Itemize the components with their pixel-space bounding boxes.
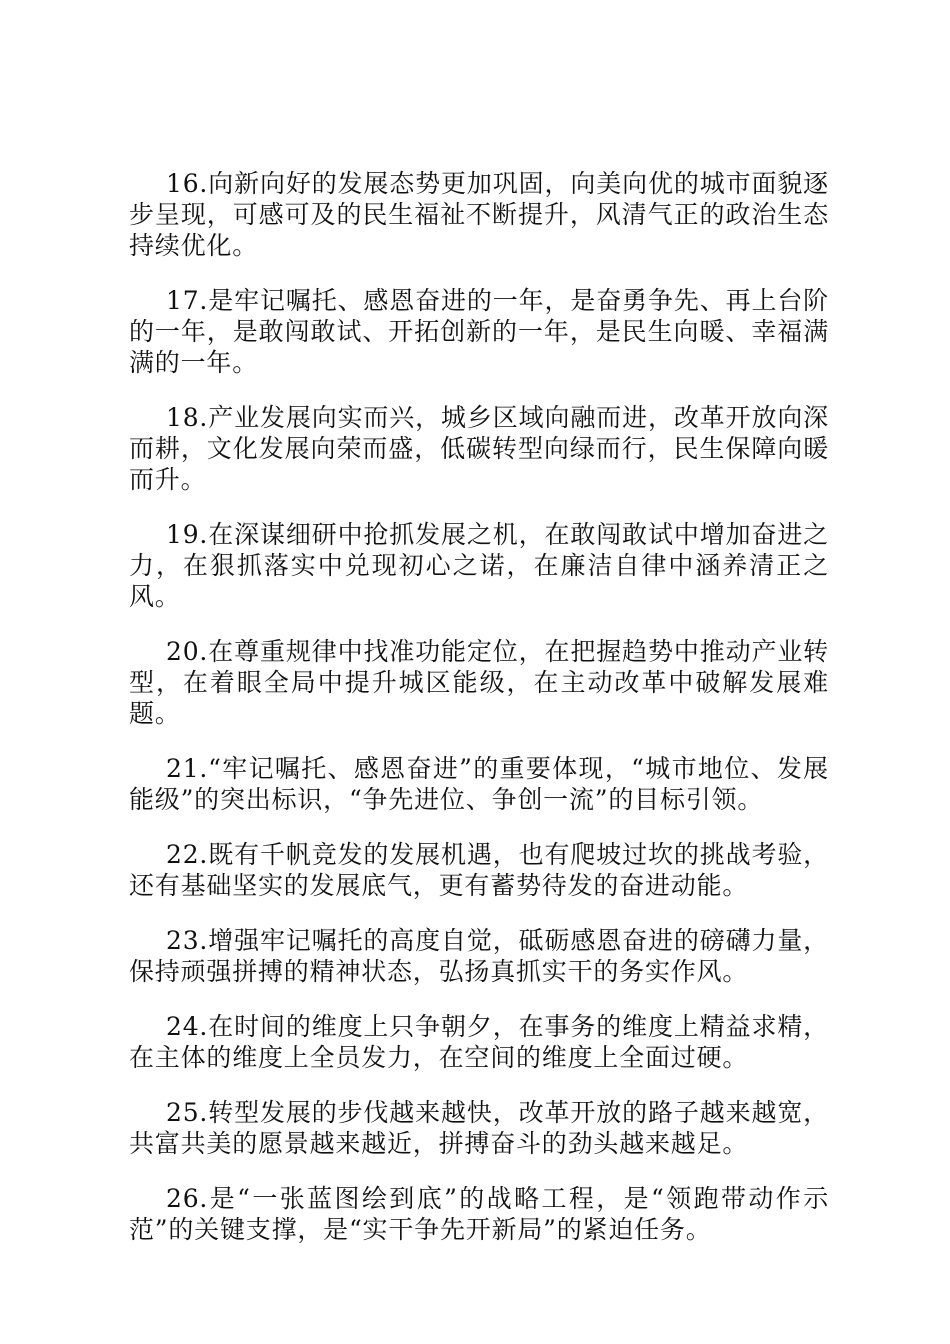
paragraph-17: 17.是牢记嘱托、感恩奋进的一年，是奋勇争先、再上台阶的一年，是敢闯敢试、开拓创新的一年，是民生向暖、幸福满满的一年。 — [129, 286, 829, 377]
paragraph-24: 24.在时间的维度上只争朝夕，在事务的维度上精益求精，在主体的维度上全员发力，在空间的维度上全面过硬。 — [129, 1012, 829, 1072]
paragraph-22: 22.既有千帆竞发的发展机遇，也有爬坡过坎的挑战考验，还有基础坚实的发展底气，更有蓄势待发的奋进动能。 — [129, 840, 829, 900]
paragraph-26: 26.是“一张蓝图绘到底”的战略工程，是“领跑带动作示范”的关键支撑，是“实干争先开新局”的紧迫任务。 — [129, 1184, 829, 1244]
paragraph-18: 18.产业发展向实而兴，城乡区域向融而进，改革开放向深而耕，文化发展向荣而盛，低碳转型向绿而行，民生保障向暖而升。 — [129, 403, 829, 494]
paragraph-25: 25.转型发展的步伐越来越快，改革开放的路子越来越宽，共富共美的愿景越来越近，拼搏奋斗的劲头越来越足。 — [129, 1098, 829, 1158]
paragraph-19: 19.在深谋细研中抢抓发展之机，在敢闯敢试中增加奋进之力，在狠抓落实中兑现初心之诺，在廉洁自律中涵养清正之风。 — [129, 520, 829, 611]
paragraph-16: 16.向新向好的发展态势更加巩固，向美向优的城市面貌逐步呈现，可感可及的民生福祉不断提升，风清气正的政治生态持续优化。 — [129, 169, 829, 260]
paragraph-23: 23.增强牢记嘱托的高度自觉，砥砺感恩奋进的磅礴力量，保持顽强拼搏的精神状态，弘扬真抓实干的务实作风。 — [129, 926, 829, 986]
paragraph-20: 20.在尊重规律中找准功能定位，在把握趋势中推动产业转型，在着眼全局中提升城区能级，在主动改革中破解发展难题。 — [129, 637, 829, 728]
paragraph-21: 21.“牢记嘱托、感恩奋进”的重要体现，“城市地位、发展能级”的突出标识，“争先进位、争创一流”的目标引领。 — [129, 754, 829, 814]
document-body — [129, 168, 829, 1269]
